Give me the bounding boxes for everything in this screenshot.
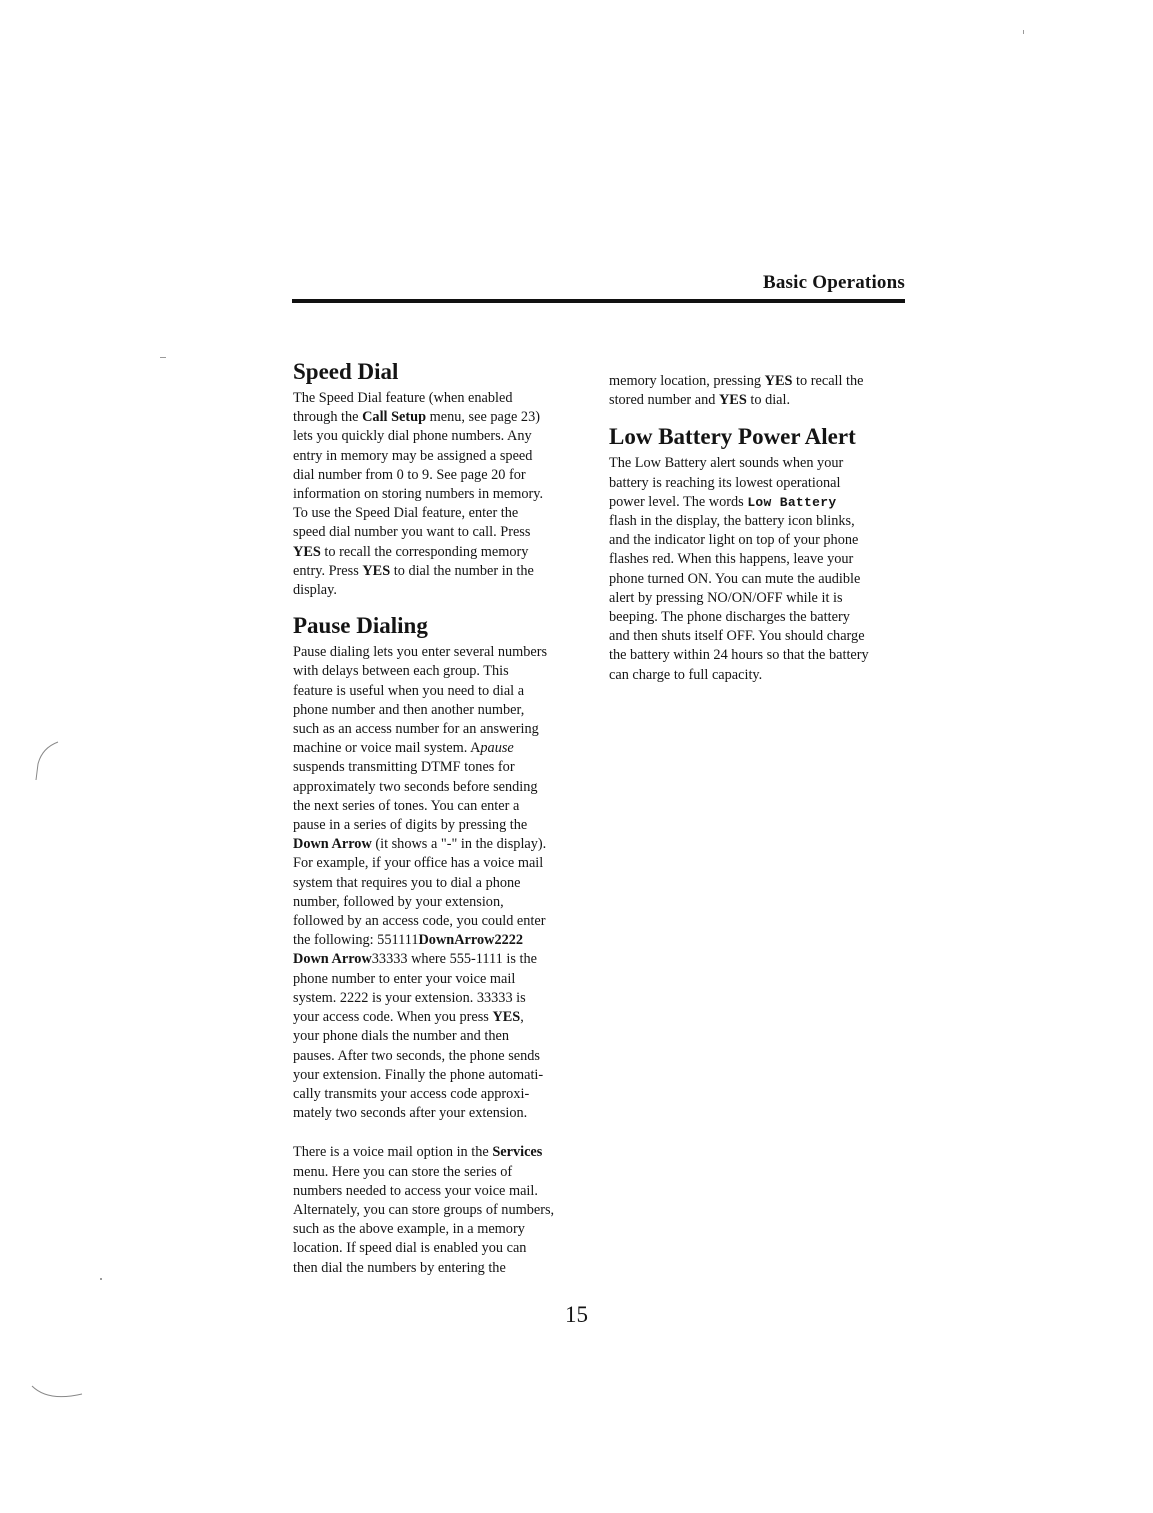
body-line: system. 2222 is your extension. 33333 is [293, 989, 526, 1006]
body-line: phone number to enter your voice mail [293, 970, 516, 987]
body-line: approximately two seconds before sending [293, 778, 538, 795]
text-run: memory location, pressing [609, 373, 765, 389]
body-line [293, 950, 588, 969]
text-run: entry. Press [293, 562, 363, 579]
body-line: suspends transmitting DTMF tones for [293, 759, 515, 776]
low-battery-body [609, 454, 914, 684]
down-arrow-term: DownArrow2222 [418, 932, 524, 949]
text-run: to dial. [746, 392, 791, 409]
body-line: system that requires you to dial a phone [293, 874, 521, 891]
yes-key-term: YES [492, 1009, 521, 1026]
text-run: to recall the corresponding memory [320, 543, 529, 560]
body-line: and then shuts itself OFF. You should charge [609, 628, 865, 645]
body-line [293, 543, 588, 562]
body-line [609, 493, 914, 512]
header-rule [292, 299, 905, 303]
body-line: pause in a series of digits by pressing the [293, 817, 528, 834]
speed-dial-section [293, 358, 588, 600]
scan-mark [30, 1380, 90, 1410]
body-line: information on storing numbers in memory. [293, 486, 544, 503]
body-line [293, 562, 588, 581]
body-line: For example, if your office has a voice mail [293, 855, 544, 872]
text-run: your access code. When you press [293, 1009, 493, 1026]
scan-speck [1023, 30, 1024, 34]
speed-dial-heading: Speed Dial [293, 359, 399, 384]
body-line: your extension. Finally the phone automati- [293, 1066, 544, 1083]
body-line: speed dial number you want to call. Press [293, 524, 531, 541]
body-line: Alternately, you can store groups of numbers, [293, 1201, 555, 1218]
body-line: the next series of tones. You can enter a [293, 797, 520, 814]
body-line: such as the above example, in a memory [293, 1221, 525, 1238]
body-line: battery is reaching its lowest operational [609, 474, 841, 491]
scan-speck [160, 357, 166, 358]
scan-speck [100, 1278, 102, 1280]
call-setup-term: Call Setup [362, 409, 427, 426]
body-line [293, 931, 588, 950]
body-line: menu. Here you can store the series of [293, 1163, 513, 1180]
text-run: , [520, 1009, 524, 1026]
text-run: where 555-1111 is the [407, 951, 537, 968]
text-run: There is a voice mail option in the [293, 1144, 493, 1161]
body-line: pauses. After two seconds, the phone sends [293, 1047, 540, 1064]
text-run: (it shows a "-" in the display). [371, 836, 547, 853]
body-line [609, 391, 914, 410]
down-arrow-term: Down Arrow [293, 951, 372, 968]
text-run: menu, see page 23) [426, 409, 540, 426]
body-line: feature is useful when you need to dial a [293, 682, 525, 699]
body-line: your phone dials the number and then [293, 1028, 509, 1045]
body-line: To use the Speed Dial feature, enter the [293, 505, 519, 522]
body-line: such as an access number for an answering [293, 721, 539, 738]
pause-dialing-body [293, 643, 588, 1278]
down-arrow-term: Down Arrow [293, 836, 372, 853]
text-run: the following: 551111 [293, 932, 419, 949]
body-line: cally transmits your access code approxi- [293, 1085, 530, 1102]
text-run: to dial the number in the [390, 562, 534, 579]
display-text-low-battery: Low Battery [747, 494, 837, 510]
text-run: while it is [782, 589, 843, 606]
body-line: numbers needed to access your voice mail. [293, 1182, 538, 1199]
pause-dialing-heading: Pause Dialing [293, 613, 428, 639]
right-column [609, 372, 914, 685]
body-line: beeping. The phone discharges the battery [609, 609, 850, 626]
pause-dialing-section [293, 612, 588, 1278]
body-line: phone turned ON. You can mute the audible [609, 570, 861, 587]
text-run: alert by pressing [609, 589, 708, 606]
text-run: to recall the [792, 373, 864, 389]
yes-key-term: YES [718, 392, 747, 409]
text-run: through the [293, 409, 363, 426]
body-line: The Low Battery alert sounds when your [609, 455, 844, 472]
body-line: flashes red. When this happens, leave your [609, 551, 854, 568]
no-on-off-term: NO/ON/OFF [707, 589, 783, 606]
speed-dial-body [293, 389, 588, 600]
paragraph-gap [293, 1123, 588, 1143]
body-line: can charge to full capacity. [609, 666, 763, 683]
body-line [609, 372, 914, 391]
body-line [293, 1143, 588, 1162]
body-line [293, 1008, 588, 1027]
services-term: Services [492, 1144, 543, 1161]
text-run: power level. The words [609, 493, 748, 510]
text-run: 33333 [371, 951, 408, 968]
text-run: machine or voice mail system. A [293, 740, 481, 757]
body-line: dial number from 0 to 9. See page 20 for [293, 466, 526, 483]
continuation-section [609, 372, 914, 410]
body-line: display. [293, 582, 337, 599]
body-line: lets you quickly dial phone numbers. Any [293, 428, 532, 445]
body-line [293, 835, 588, 854]
body-line: then dial the numbers by entering the [293, 1259, 506, 1276]
low-battery-section [609, 423, 914, 684]
body-line: flash in the display, the battery icon blinks, [609, 513, 855, 530]
body-line [293, 408, 588, 427]
body-line [293, 739, 588, 758]
body-line: followed by an access code, you could enter [293, 913, 546, 930]
yes-key-term: YES [293, 543, 321, 560]
scan-mark [28, 740, 68, 800]
yes-key-term: YES [362, 562, 391, 579]
low-battery-heading: Low Battery Power Alert [609, 424, 856, 450]
body-line: with delays between each group. This [293, 663, 509, 680]
body-line: phone number and then another number, [293, 701, 525, 718]
left-column [293, 358, 588, 1278]
page-header [292, 268, 905, 304]
body-line: Pause dialing lets you enter several numbers [293, 644, 548, 661]
body-line: and the indicator light on top of your phone [609, 532, 859, 549]
pause-term: pause [480, 740, 514, 757]
body-line: number, followed by your extension, [293, 893, 504, 910]
header-title: Basic Operations [762, 272, 905, 293]
body-line: location. If speed dial is enabled you can [293, 1240, 527, 1257]
body-line: entry in memory may be assigned a speed [293, 447, 533, 464]
text-run: stored number and [609, 392, 719, 409]
yes-key-term: YES [764, 373, 793, 389]
body-line: mately two seconds after your extension. [293, 1105, 528, 1122]
page-number: 15 [565, 1302, 588, 1327]
body-line: the battery within 24 hours so that the battery [609, 647, 869, 664]
body-line: The Speed Dial feature (when enabled [293, 390, 513, 406]
body-line [609, 589, 914, 608]
